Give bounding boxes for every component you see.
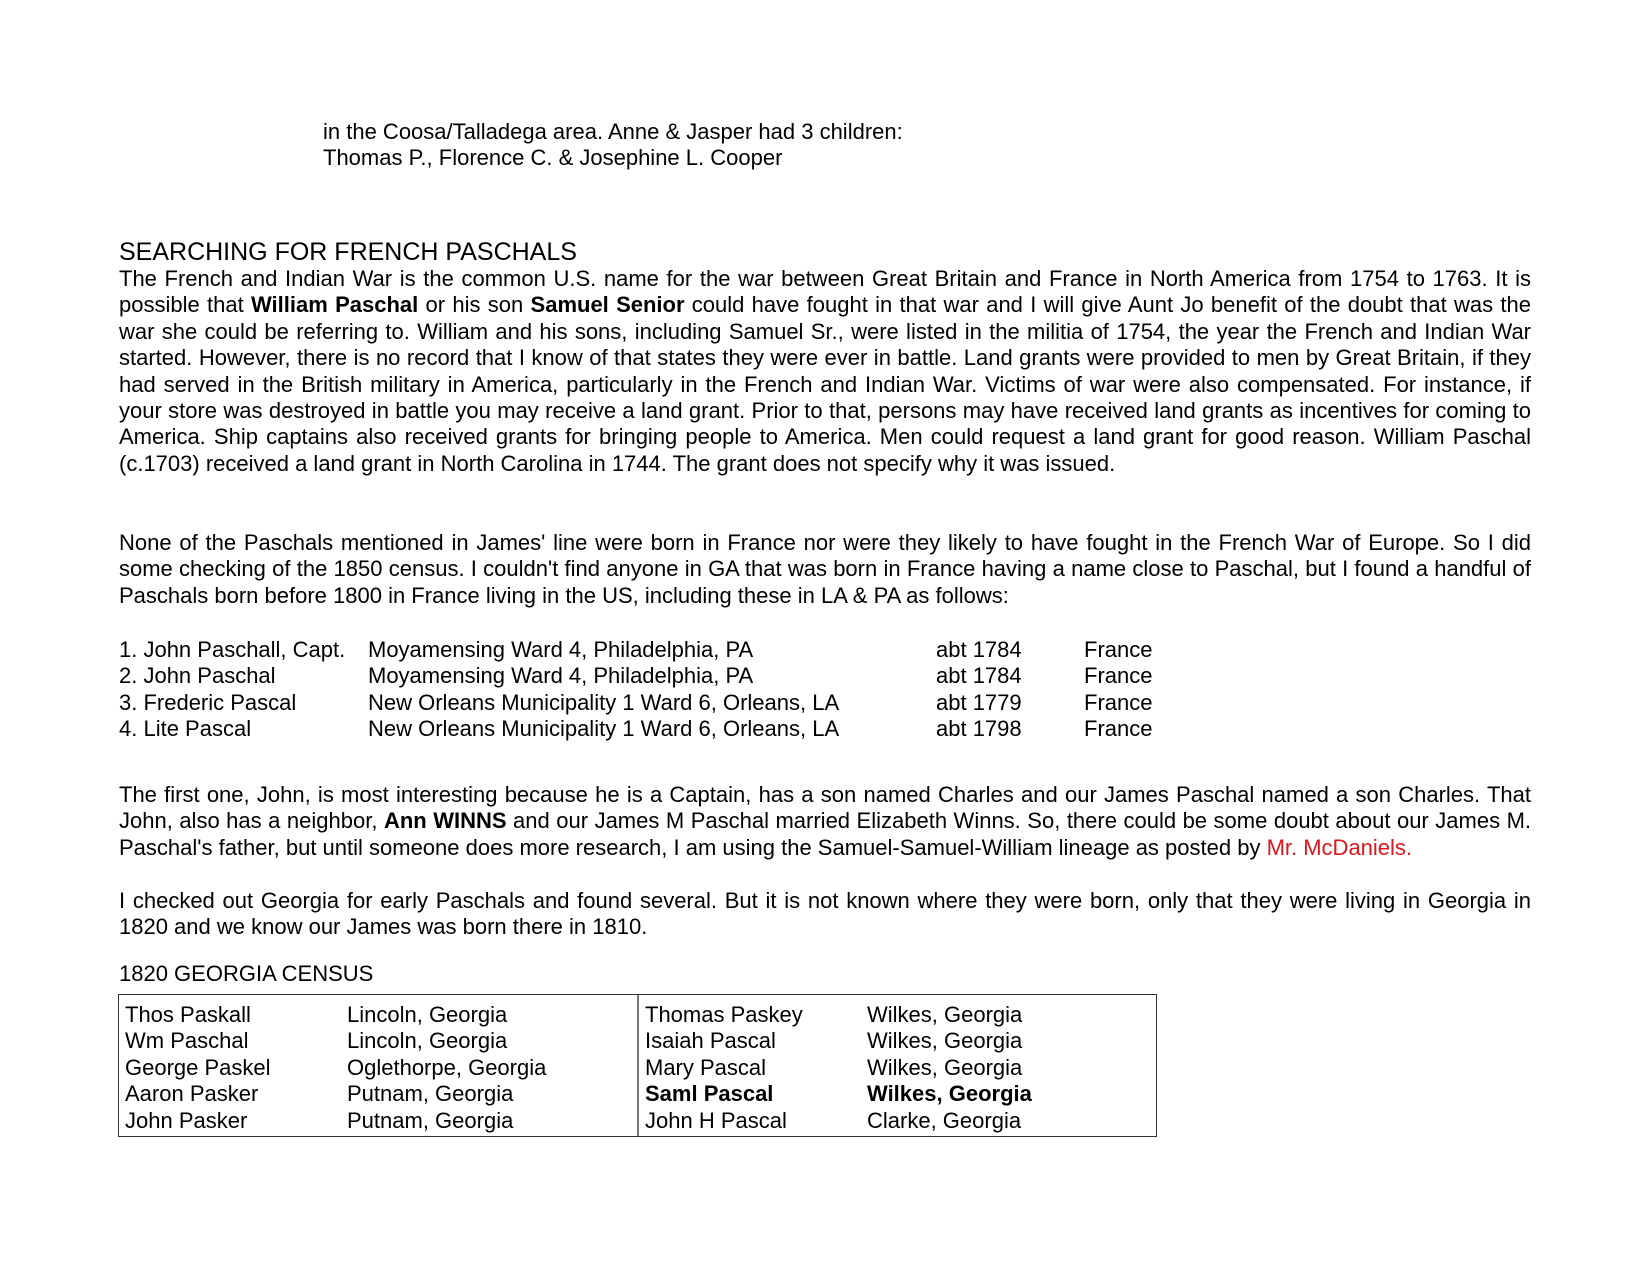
table-row-highlighted: Saml Pascal Wilkes, Georgia <box>645 1081 1032 1107</box>
census-table <box>118 994 1157 1137</box>
section-heading: SEARCHING FOR FRENCH PASCHALS <box>119 238 577 266</box>
list-item: 1. John Paschall, Capt. Moyamensing Ward 4, Philadelphia, PA abt 1784 France <box>119 637 1153 662</box>
bold-samuel-senior: Samuel Senior <box>530 292 685 318</box>
bold-william-paschal: William Paschal <box>250 292 419 318</box>
table-row: Wm Paschal Lincoln, Georgia <box>125 1028 508 1054</box>
list-item: 4. Lite Pascal New Orleans Municipality 1 Ward 6, Orleans, LA abt 1798 France <box>119 716 1153 742</box>
table-row: John Pasker Putnam, Georgia <box>125 1107 514 1133</box>
paragraph-georgia-paschals: I checked out Georgia for early Paschals and found several. But it is not known where they were born, only that they were living in Georgia in 1820 and we know our James was born there in 1810. <box>119 888 1531 940</box>
intro-line-1: in the Coosa/Talladega area. Anne & Jasper had 3 children: <box>323 119 903 144</box>
french-paschals-list <box>119 637 1152 743</box>
paragraph-french-indian-war: The French and Indian War is the common U.S. name for the war between Great Britain and France in North America from 1754 to 1763. It is possible that William Paschal or his son Samuel Senior could have fought in that war and I will give Aunt Jo benefit of the doubt that was the war she could be referring to. William and his sons, including Samuel Sr., were listed in the militia of 1754, the year the French and Indian War started. However, there is no record that I know of that states they were ever in battle. Land grants were provided to men by Great Britain, if they had served in the British military in America, particularly in the French and Indian War. Victims of war were also compensated. For instance, if your store was destroyed in battle you may receive a land grant. Prior to that, persons may have received land grants as incentives for coming to America. Ship captains also received grants for bringing people to America. Men could request a land grant for good reason. William Paschal (c.1703) received a land grant in North Carolina in 1744. The grant does not specify why it was issued. <box>119 266 1531 476</box>
table-row: Mary Pascal Wilkes, Georgia <box>645 1054 1023 1080</box>
intro-line-2: Thomas P., Florence C. & Josephine L. Cooper <box>323 145 783 171</box>
bold-ann-winns: Ann WINNS <box>383 808 507 834</box>
census-column-right <box>639 995 1156 1136</box>
table-row: George Paskel Oglethorpe, Georgia <box>125 1054 547 1080</box>
intro-block <box>323 119 903 172</box>
table-row: Isaiah Pascal Wilkes, Georgia <box>645 1028 1023 1054</box>
table-row: Aaron Pasker Putnam, Georgia <box>125 1081 514 1107</box>
census-label: 1820 GEORGIA CENSUS <box>119 961 374 986</box>
list-item: 3. Frederic Pascal New Orleans Municipality 1 Ward 6, Orleans, LA abt 1779 France <box>119 689 1153 715</box>
paragraph-1850-census: None of the Paschals mentioned in James' line were born in France nor were they likely to have fought in the French War of Europe. So I did some checking of the 1850 census. I couldn't find anyone in GA that was born in France having a name close to Paschal, but I found a handful of Paschals born before 1800 in France living in the US, including these in LA & PA as follows: <box>119 530 1531 608</box>
list-item: 2. John Paschal Moyamensing Ward 4, Philadelphia, PA abt 1784 France <box>119 663 1153 689</box>
census-column-left <box>119 995 639 1136</box>
paragraph-john-captain: The first one, John, is most interesting because he is a Captain, has a son named Charles and our James Paschal named a son Charles. That John, also has a neighbor, Ann WINNS and our James M Paschal married Elizabeth Winns. So, there could be some doubt about our James M. Paschal's father, but until someone does more research, I am using the Samuel-Samuel-William lineage as posted by Mr. McDaniels. <box>119 782 1532 860</box>
table-row: Thomas Paskey Wilkes, Georgia <box>645 1002 1023 1027</box>
mcdaniels-link[interactable]: Mr. McDaniels. <box>1266 834 1413 860</box>
table-row: John H Pascal Clarke, Georgia <box>645 1107 1022 1133</box>
table-row: Thos Paskall Lincoln, Georgia <box>125 1002 508 1027</box>
